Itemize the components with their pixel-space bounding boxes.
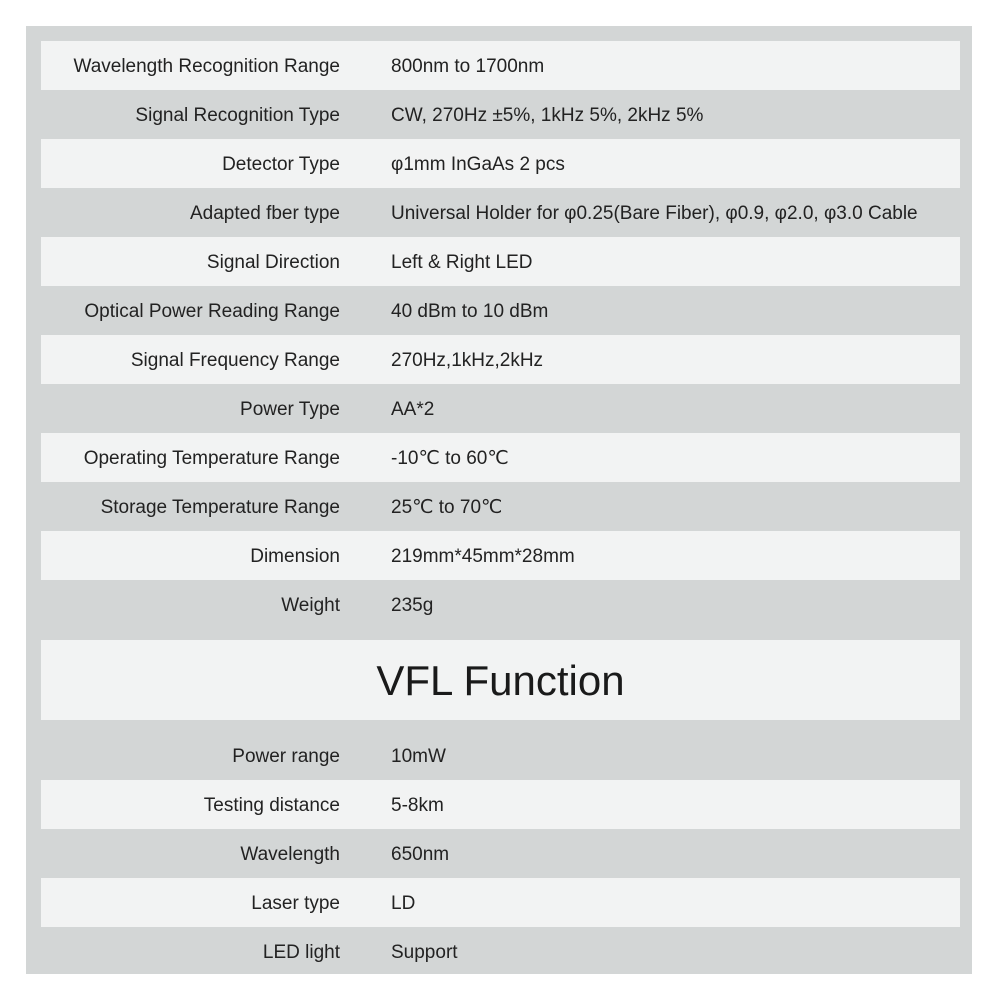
spec-label: Adapted fber type bbox=[190, 203, 340, 224]
vfl-section-title: VFL Function bbox=[41, 640, 960, 720]
spec-label: Signal Direction bbox=[206, 252, 340, 273]
spec-value: 800nm to 1700nm bbox=[391, 56, 545, 77]
spec-label: Weight bbox=[281, 595, 340, 616]
spec-row-adapted-fiber-type bbox=[41, 188, 960, 237]
spec-value: Left & Right LED bbox=[391, 252, 533, 273]
vfl-row-laser-type bbox=[41, 878, 960, 927]
spec-value: Universal Holder for φ0.25(Bare Fiber), φ0.9, φ2.0, φ3.0 Cable bbox=[391, 203, 918, 224]
spec-row-signal-recognition-type bbox=[41, 90, 960, 139]
spec-row-wavelength-recognition-range bbox=[41, 41, 960, 90]
spec-label: Laser type bbox=[251, 893, 340, 914]
spec-row-storage-temperature-range bbox=[41, 482, 960, 531]
spec-value: 40 dBm to 10 dBm bbox=[391, 301, 549, 322]
spec-label: Optical Power Reading Range bbox=[84, 301, 340, 322]
spec-label: Power Type bbox=[240, 399, 340, 420]
spec-label: Testing distance bbox=[203, 795, 340, 816]
spec-panel bbox=[26, 26, 972, 974]
spec-label: Detector Type bbox=[222, 154, 340, 175]
spec-label: LED light bbox=[262, 942, 340, 963]
spec-row-optical-power-reading-range bbox=[41, 286, 960, 335]
vfl-row-power-range bbox=[41, 731, 960, 780]
spec-row-weight bbox=[41, 580, 960, 629]
spec-label: Operating Temperature Range bbox=[83, 448, 340, 469]
spec-value: 235g bbox=[391, 595, 434, 616]
vfl-row-led-light bbox=[41, 927, 960, 976]
spec-value: AA*2 bbox=[391, 399, 435, 420]
spec-value: 650nm bbox=[391, 844, 450, 865]
spec-label: Storage Temperature Range bbox=[100, 497, 340, 518]
spec-value: 5-8km bbox=[391, 795, 444, 816]
spec-label: Dimension bbox=[250, 546, 340, 567]
spec-row-signal-direction bbox=[41, 237, 960, 286]
spec-value: Support bbox=[391, 942, 458, 963]
spec-label: Wavelength bbox=[240, 844, 340, 865]
spec-value: 219mm*45mm*28mm bbox=[391, 546, 575, 567]
spec-value: 10mW bbox=[391, 746, 446, 767]
spec-label: Signal Frequency Range bbox=[130, 350, 340, 371]
spec-row-dimension bbox=[41, 531, 960, 580]
spec-value: LD bbox=[391, 893, 416, 914]
spec-row-signal-frequency-range bbox=[41, 335, 960, 384]
spec-table bbox=[41, 41, 960, 976]
spec-value: 270Hz,1kHz,2kHz bbox=[391, 350, 544, 371]
spec-value: CW, 270Hz ±5%, 1kHz 5%, 2kHz 5% bbox=[391, 105, 704, 126]
spec-label: Signal Recognition Type bbox=[135, 105, 340, 126]
spec-row-power-type bbox=[41, 384, 960, 433]
spec-label: Power range bbox=[232, 746, 340, 767]
spec-row-detector-type bbox=[41, 139, 960, 188]
spec-label: Wavelength Recognition Range bbox=[73, 56, 340, 77]
spec-value: φ1mm InGaAs 2 pcs bbox=[391, 154, 565, 175]
vfl-row-wavelength bbox=[41, 829, 960, 878]
spec-row-operating-temperature-range bbox=[41, 433, 960, 482]
spec-value: -10℃ to 60℃ bbox=[391, 448, 509, 469]
vfl-row-testing-distance bbox=[41, 780, 960, 829]
spec-value: 25℃ to 70℃ bbox=[391, 497, 503, 518]
